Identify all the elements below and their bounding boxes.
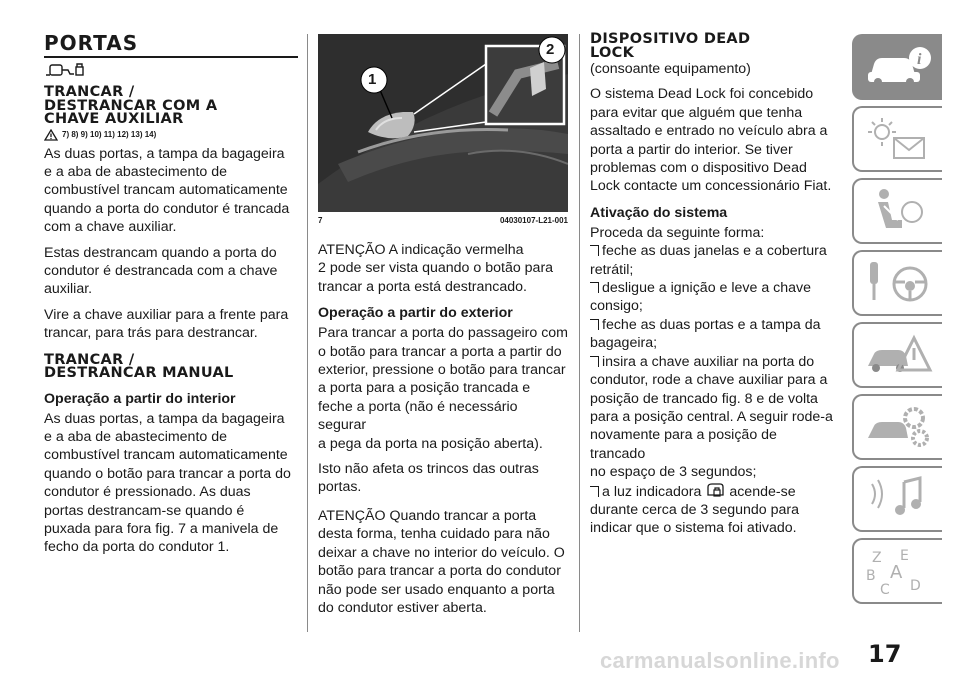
key-steering-icon	[864, 258, 934, 308]
door-lock-icon	[44, 62, 298, 80]
warning-references: 7) 8) 9) 10) 11) 12) 13) 14)	[44, 129, 298, 141]
column-divider	[579, 34, 580, 632]
warning-lights-icon	[864, 114, 934, 164]
paragraph: As duas portas, a tampa da bagageira e a aba de abastecimento de combustível trancam automaticamente quando o botão para trancar a porta do condutor é pressionado. As duas portas destrancam-se quando é puxada para fora fig. 7 a manivela de fecho da porta do condutor 1.	[44, 410, 291, 556]
svg-text:B: B	[866, 568, 876, 584]
paragraph: As duas portas, a tampa da bagageira e a aba de abastecimento de combustível trancam automaticamente quando a porta do condutor é trancada com a chave auxiliar.	[44, 145, 290, 236]
column-divider	[307, 34, 308, 632]
figure-caption: 7 04030107-L21-001	[318, 216, 568, 225]
svg-text:Z: Z	[872, 550, 882, 566]
paragraph: Estas destrancam quando a porta do condutor é destrancada com a chave auxiliar.	[44, 244, 278, 298]
door-handle-photo	[318, 34, 568, 212]
airbag-seat-icon	[864, 186, 934, 236]
heading-exterior-operation: Operação a partir do exterior	[318, 305, 513, 322]
column-left	[44, 0, 298, 557]
breakdown-triangle-icon	[864, 330, 934, 380]
svg-text:D: D	[910, 578, 921, 594]
section-title: PORTAS	[44, 31, 139, 55]
maintenance-gears-icon	[864, 402, 934, 452]
tab-safety[interactable]	[852, 178, 942, 244]
tab-multimedia[interactable]	[852, 466, 942, 532]
index-letters-icon	[864, 546, 934, 596]
multimedia-icon	[864, 474, 934, 524]
figure-callout-1: 1	[368, 71, 377, 88]
bullet-icon	[590, 486, 599, 497]
tab-getting-to-know[interactable]	[852, 34, 942, 100]
figure-callout-2: 2	[546, 41, 555, 58]
list-item: a luz indicadora acende-se durante cerca de 3 segundo para indicar que o sistema foi ativado.	[590, 483, 800, 537]
svg-text:A: A	[890, 562, 903, 583]
paragraph: O sistema Dead Lock foi concebido para evitar que alguém que tenha assaltado e entrado no veículo abra a porta a partir do interior. Se tiver problemas com o dispositivo Dead Lock contacte um concessionário Fiat.	[590, 86, 832, 195]
car-info-icon	[864, 42, 934, 92]
tab-emergency[interactable]	[852, 322, 942, 388]
subtitle: (consoante equipamento)	[590, 61, 751, 77]
intro-text: Proceda da seguinte forma:	[590, 224, 765, 241]
dead-lock-indicator-icon	[705, 482, 729, 498]
tab-starting-driving[interactable]	[852, 250, 942, 316]
svg-text:C: C	[880, 582, 890, 596]
page-number: 17	[868, 640, 902, 668]
tab-instrument-panel[interactable]	[852, 106, 942, 172]
svg-text:i: i	[917, 51, 922, 68]
list-item: desligue a ignição e leve a chave consigo;	[590, 280, 812, 315]
column-middle	[318, 0, 568, 617]
paragraph: Para trancar a porta do passageiro com o botão para trancar a porta a partir do exterior, pressione o botão para trancar a porta para a posição trancada e feche a porta (não é necessário segurar a pega da porta na posição aberta).	[318, 325, 568, 452]
column-right	[590, 0, 835, 538]
bullet-icon	[590, 356, 599, 367]
title-rule	[44, 56, 298, 58]
bullet-icon	[590, 282, 599, 293]
paragraph: ATENÇÃO A indicação vermelha 2 pode ser vista quando o botão para trancar a porta está destrancado.	[318, 242, 554, 295]
section-title-dead-lock: DISPOSITIVO DEAD LOCK	[590, 31, 751, 61]
list-item: feche as duas janelas e a cobertura retrátil;	[590, 243, 827, 278]
subsection-title-auxiliary-key: TRANCAR / DESTRANCAR COM A CHAVE AUXILIAR	[44, 84, 218, 127]
paragraph: Isto não afeta os trincos das outras portas.	[318, 461, 539, 496]
list-item: feche as duas portas e a tampa da bagageira;	[590, 316, 821, 352]
bullet-icon	[590, 245, 599, 256]
list-item: insira a chave auxiliar na porta do condutor, rode a chave auxiliar para a posição de trancado fig. 8 e de volta para a posição central. A seguir rode-a novamente para a posição de trancado no espaço de 3 segundos;	[590, 353, 833, 481]
watermark: carmanualsonline.info	[600, 648, 840, 673]
tab-index[interactable]	[852, 538, 942, 604]
heading-activation: Ativação do sistema	[590, 204, 728, 221]
tab-servicing[interactable]	[852, 394, 942, 460]
bullet-icon	[590, 319, 599, 330]
heading-interior-operation: Operação a partir do interior	[44, 390, 236, 407]
subsection-title-manual: TRANCAR / DESTRANCAR MANUAL	[44, 351, 234, 382]
svg-text:E: E	[900, 548, 909, 564]
warning-triangle-icon	[44, 129, 58, 141]
paragraph: Vire a chave auxiliar para a frente para trancar, para trás para destrancar.	[44, 306, 289, 342]
paragraph: ATENÇÃO Quando trancar a porta desta forma, tenha cuidado para não deixar a chave no interior do veículo. O botão para trancar a porta do condutor não pode ser usado enquanto a porta do condutor estiver aberta.	[318, 507, 565, 616]
